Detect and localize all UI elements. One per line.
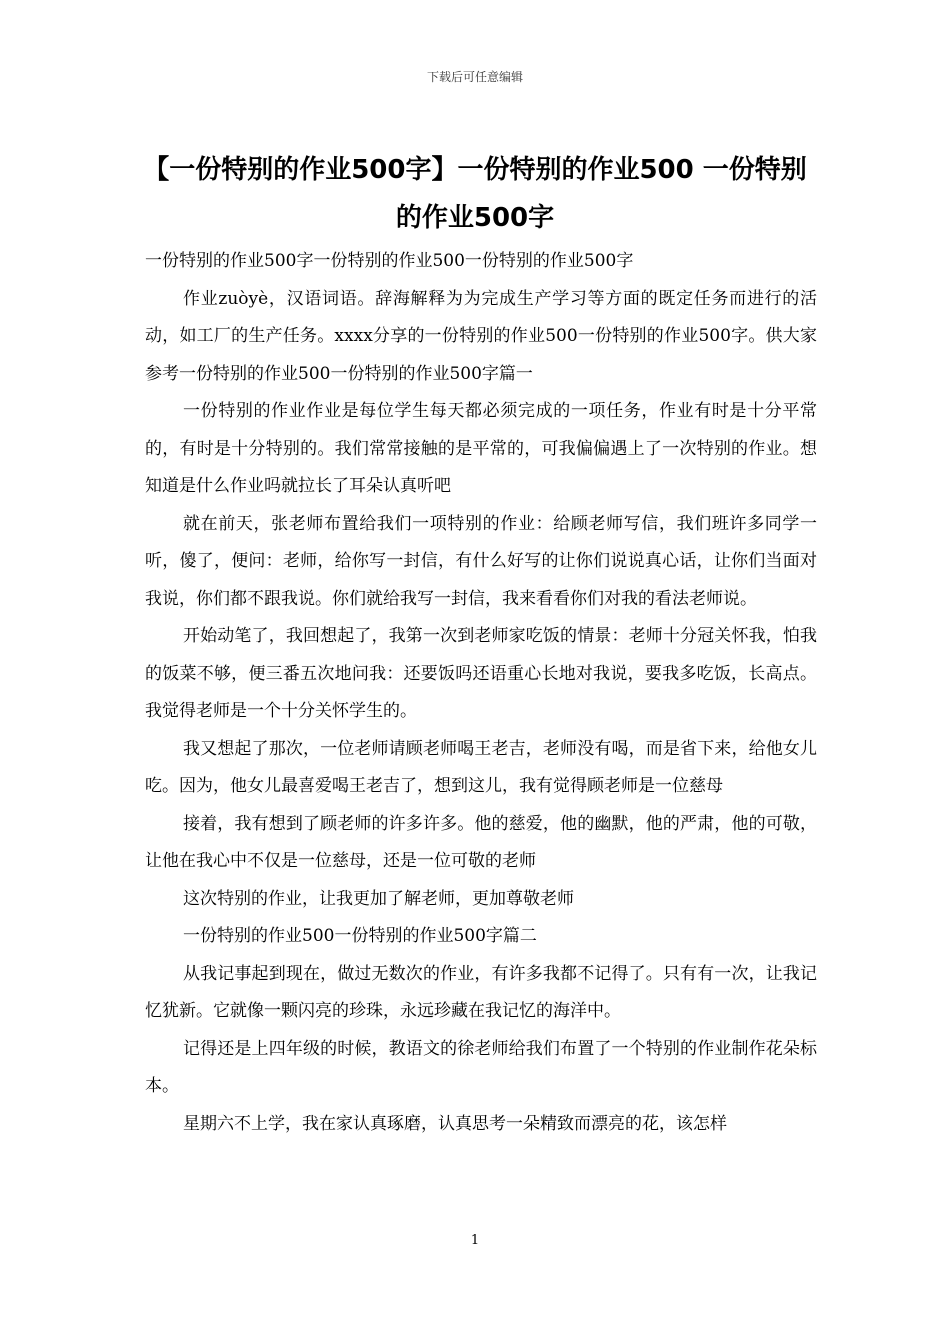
paragraph-6: 我又想起了那次，一位老师请顾老师喝王老吉，老师没有喝，而是省下来，给他女儿吃。因为，他女儿最喜爱喝王老吉了，想到这儿，我有觉得顾老师是一位慈母 — [145, 738, 817, 796]
document-title: 【一份特别的作业500字】一份特别的作业500 一份特别的作业500字 — [143, 155, 807, 233]
page-number: 1 — [470, 1233, 480, 1248]
paragraph-4: 就在前天，张老师布置给我们一项特别的作业：给顾老师写信，我们班许多同学一听，傻了，便问：老师，给你写一封信，有什么好写的让你们说说真心话，让你们当面对我说，你们都不跟我说。你们就给我写一封信，我来看看你们对我的看法老师说。 — [145, 513, 817, 609]
paragraph-10: 从我记事起到现在，做过无数次的作业，有许多我都不记得了。只有有一次，让我记忆犹新。它就像一颗闪亮的珍珠，永远珍藏在我记忆的海洋中。 — [145, 963, 817, 1021]
paragraph-1: 一份特别的作业500字一份特别的作业500一份特别的作业500字 — [145, 251, 634, 271]
paragraph-5: 开始动笔了，我回想起了，我第一次到老师家吃饭的情景：老师十分冠关怀我，怕我的饭菜不够，便三番五次地问我：还要饭吗还语重心长地对我说，要我多吃饭，长高点。我觉得老师是一个十分关怀学生的。 — [145, 626, 817, 721]
paragraph-2: 作业zuòyè，汉语词语。辞海解释为为完成生产学习等方面的既定任务而进行的活动，如工厂的生产任务。xxxx分享的一份特别的作业500一份特别的作业500字。供大家参考一份特别的作业500一份特别的作业500字篇一 — [145, 288, 817, 384]
paragraph-7: 接着，我有想到了顾老师的许多许多。他的慈爱，他的幽默，他的严肃，他的可敬，让他在我心中不仅是一位慈母，还是一位可敬的老师 — [145, 813, 817, 871]
paragraph-12: 星期六不上学，我在家认真琢磨，认真思考一朵精致而漂亮的花，该怎样 — [183, 1113, 727, 1134]
paragraph-3: 一份特别的作业作业是每位学生每天都必须完成的一项任务，作业有时是十分平常的，有时是十分特别的。我们常常接触的是平常的，可我偏偏遇上了一次特别的作业。想知道是什么作业吗就拉长了耳朵认真听吧 — [145, 401, 817, 496]
header-note: 下载后可任意编辑 — [426, 70, 523, 84]
section-heading: 一份特别的作业500一份特别的作业500字篇二 — [183, 926, 537, 946]
paragraph-11: 记得还是上四年级的时候，教语文的徐老师给我们布置了一个特别的作业制作花朵标本。 — [145, 1038, 817, 1096]
paragraph-8: 这次特别的作业，让我更加了解老师，更加尊敬老师 — [183, 888, 574, 909]
document-body — [145, 243, 817, 1143]
